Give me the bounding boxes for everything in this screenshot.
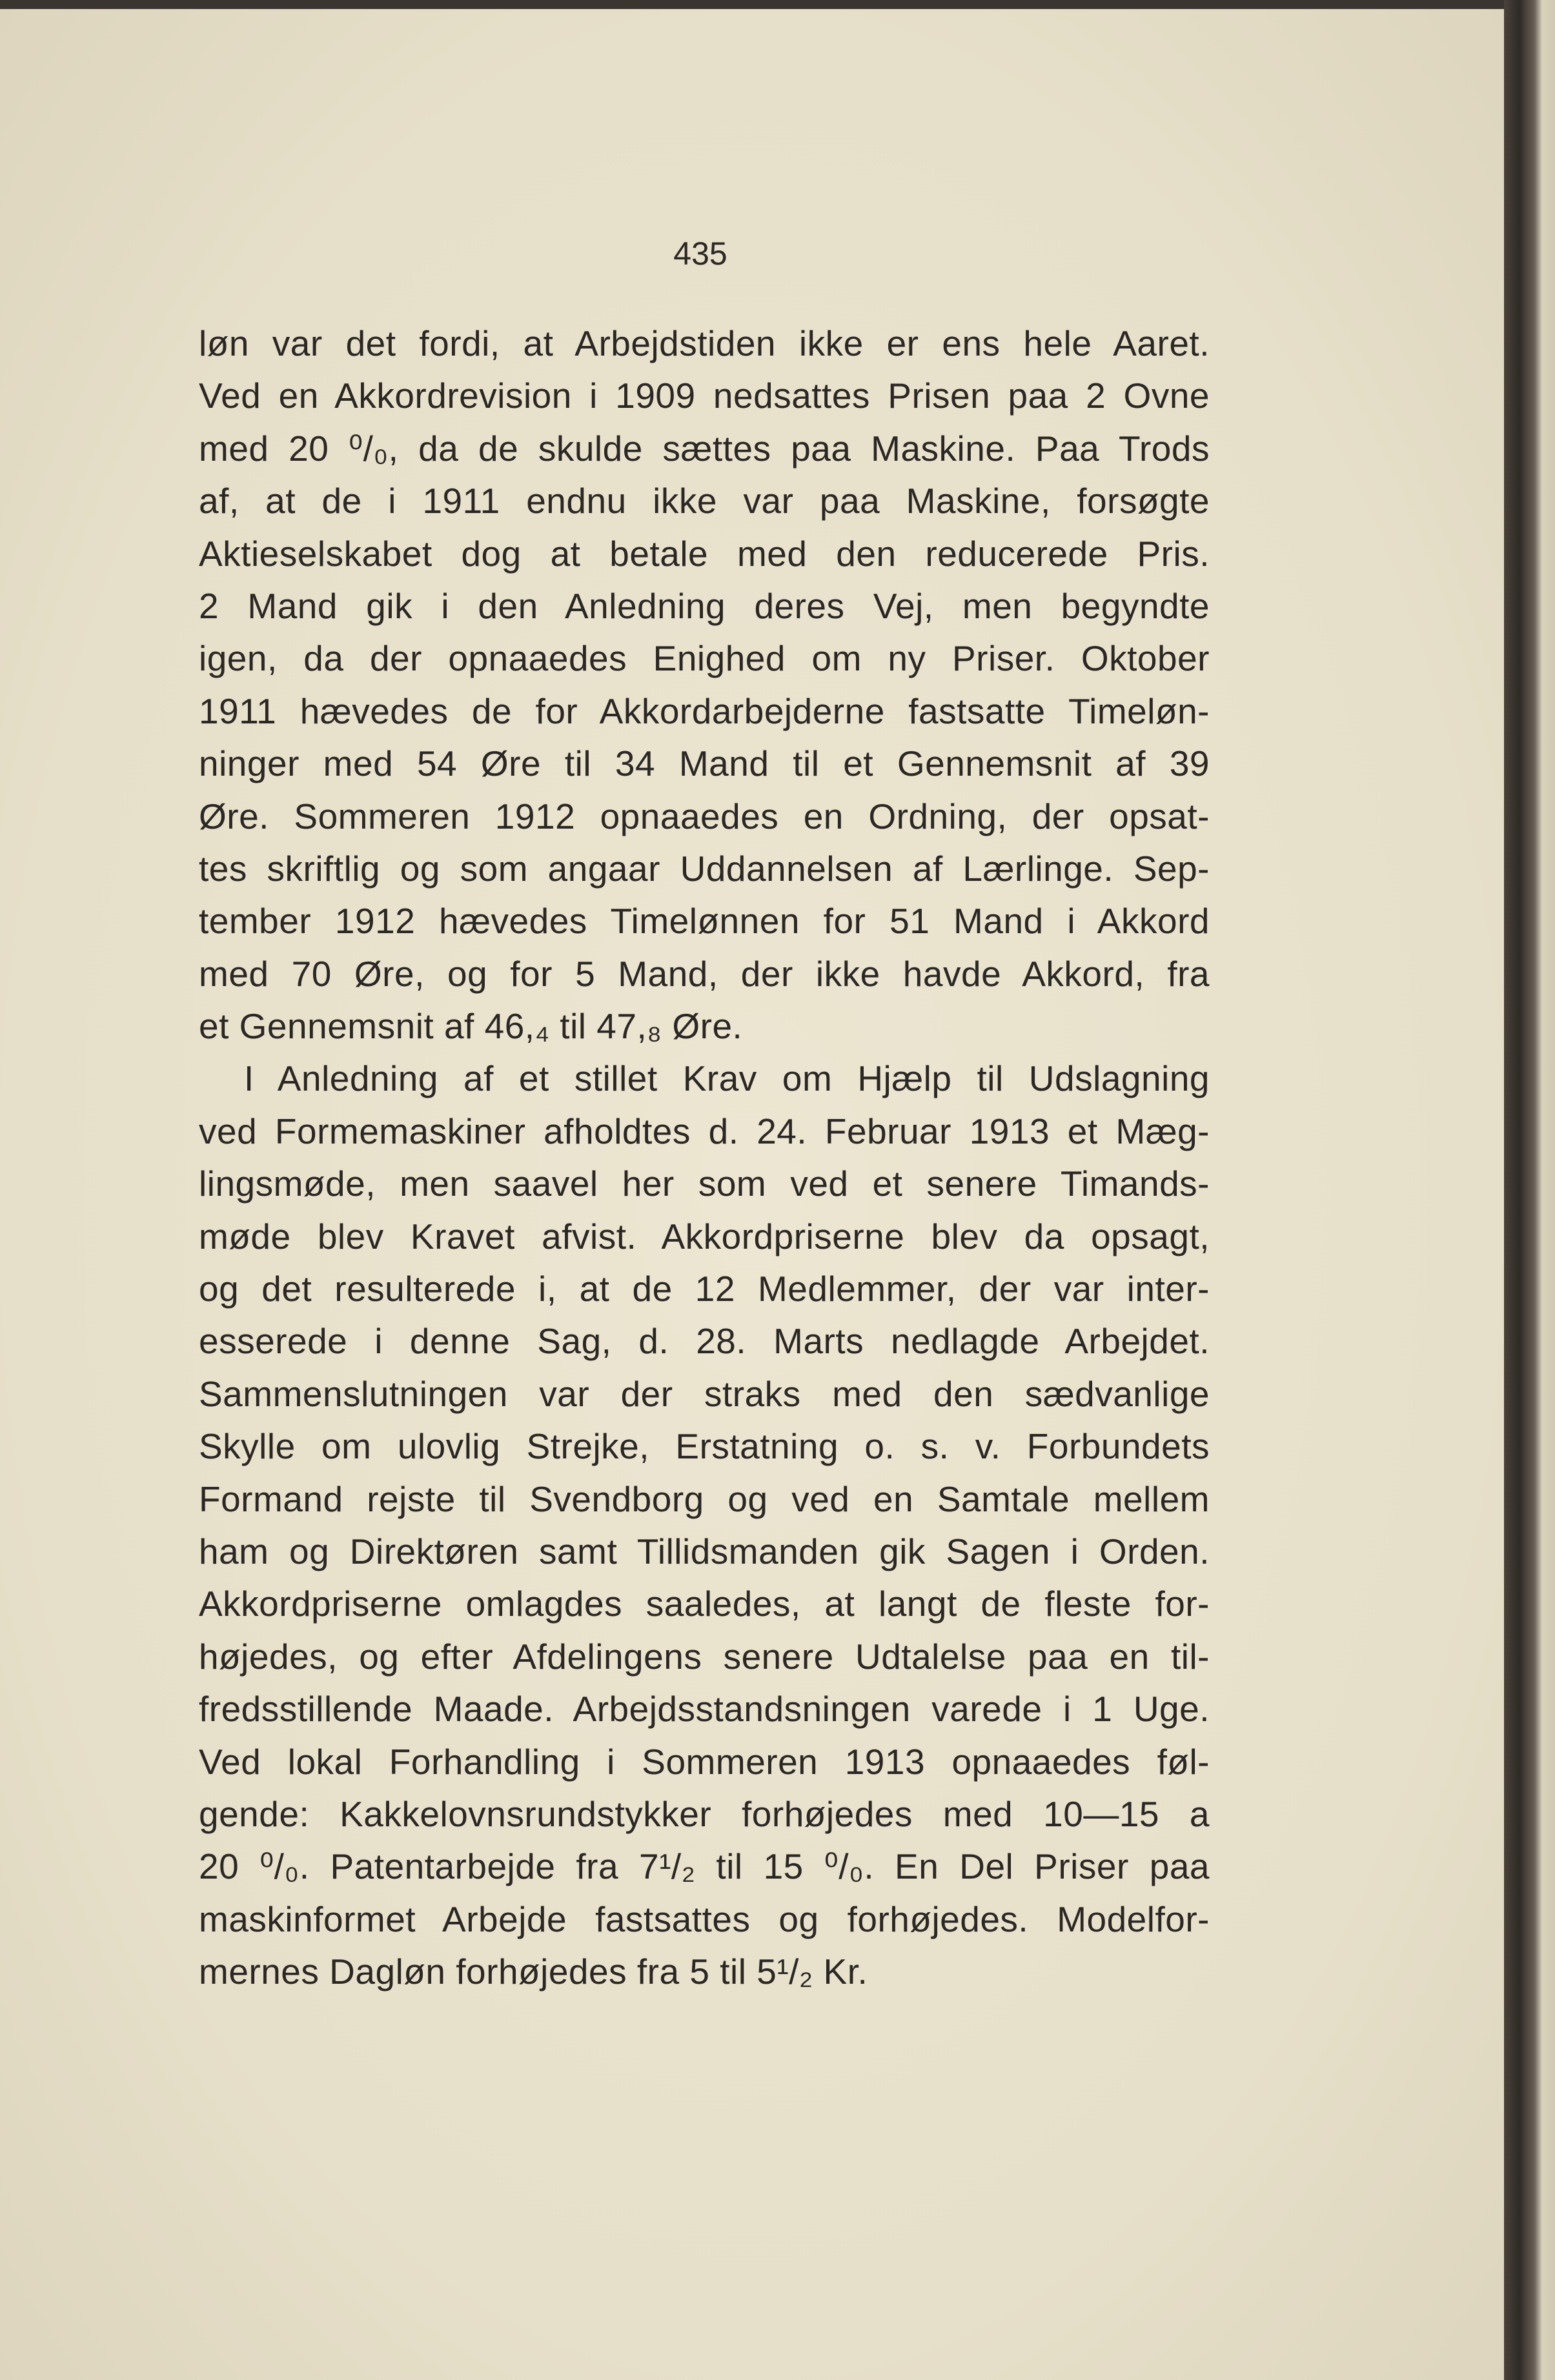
text-line: maskinformet Arbejde fastsattes og forhøjedes. Modelfor- [199, 1899, 1210, 1939]
text-line: højedes, og efter Afdelingens senere Udtalelse paa en til- [199, 1636, 1210, 1677]
text-line: 20 ⁰/₀. Patentarbejde fra 7¹/₂ til 15 ⁰/₀. En Del Priser paa [199, 1846, 1210, 1887]
text-line: tes skriftlig og som angaar Uddannelsen af Lærlinge. Sep- [199, 848, 1210, 889]
text-line: ninger med 54 Øre til 34 Mand til et Gennemsnit af 39 [199, 743, 1210, 784]
text-line: et Gennemsnit af 46,₄ til 47,₈ Øre. [199, 1006, 743, 1047]
paragraph [199, 318, 1210, 1053]
text-line: gende: Kakkelovnsrundstykker forhøjedes med 10—15 a [199, 1793, 1210, 1834]
text-line: Ved en Akkordrevision i 1909 nedsattes Prisen paa 2 Ovne [199, 376, 1210, 416]
text-line: Ved lokal Forhandling i Sommeren 1913 opnaaedes føl- [199, 1741, 1210, 1782]
text-line: Øre. Sommeren 1912 opnaaedes en Ordning, der opsat- [199, 796, 1210, 836]
text-line: Skylle om ulovlig Strejke, Erstatning o. s. v. Forbundets [199, 1426, 1210, 1467]
text-line: tember 1912 hævedes Timelønnen for 51 Mand i Akkord [199, 901, 1210, 942]
book-page [0, 9, 1504, 2380]
text-line: lingsmøde, men saavel her som ved et senere Timands- [199, 1164, 1210, 1204]
text-line: esserede i denne Sag, d. 28. Marts nedlagde Arbejdet. [199, 1321, 1210, 1362]
page-number: 435 [673, 236, 727, 272]
text-line: fredsstillende Maade. Arbejdsstandsningen varede i 1 Uge. [199, 1689, 1210, 1730]
paragraph [199, 1053, 1210, 1998]
text-line: Akkordpriserne omlagdes saaledes, at langt de fleste for- [199, 1584, 1210, 1624]
text-line: I Anledning af et stillet Krav om Hjælp til Udslagning [244, 1058, 1210, 1099]
text-line: med 70 Øre, og for 5 Mand, der ikke havde Akkord, fra [199, 953, 1210, 994]
text-line: mernes Dagløn forhøjedes fra 5 til 5¹/₂ Kr. [199, 1951, 868, 1992]
page-edge [1504, 0, 1555, 2380]
text-line: igen, da der opnaaedes Enighed om ny Priser. Oktober [199, 638, 1210, 679]
text-line: Formand rejste til Svendborg og ved en Samtale mellem [199, 1478, 1210, 1519]
text-line: af, at de i 1911 endnu ikke var paa Maskine, forsøgte [199, 481, 1210, 521]
text-line: Aktieselskabet dog at betale med den reducerede Pris. [199, 533, 1210, 574]
text-line: 2 Mand gik i den Anledning deres Vej, men begyndte [199, 585, 1210, 626]
text-line: med 20 ⁰/₀, da de skulde sættes paa Maskine. Paa Trods [199, 428, 1210, 469]
text-line: ved Formemaskiner afholdtes d. 24. Februar 1913 et Mæg- [199, 1111, 1210, 1151]
text-line: Sammenslutningen var der straks med den sædvanlige [199, 1373, 1210, 1414]
body-text [199, 318, 1210, 1999]
text-line: 1911 hævedes de for Akkordarbejderne fastsatte Timeløn- [199, 691, 1210, 731]
text-line: og det resulterede i, at de 12 Medlemmer, der var inter- [199, 1269, 1210, 1309]
text-line: ham og Direktøren samt Tillidsmanden gik Sagen i Orden. [199, 1531, 1210, 1571]
text-line: møde blev Kravet afvist. Akkordpriserne blev da opsagt, [199, 1216, 1210, 1256]
text-line: løn var det fordi, at Arbejdstiden ikke er ens hele Aaret. [199, 323, 1210, 363]
